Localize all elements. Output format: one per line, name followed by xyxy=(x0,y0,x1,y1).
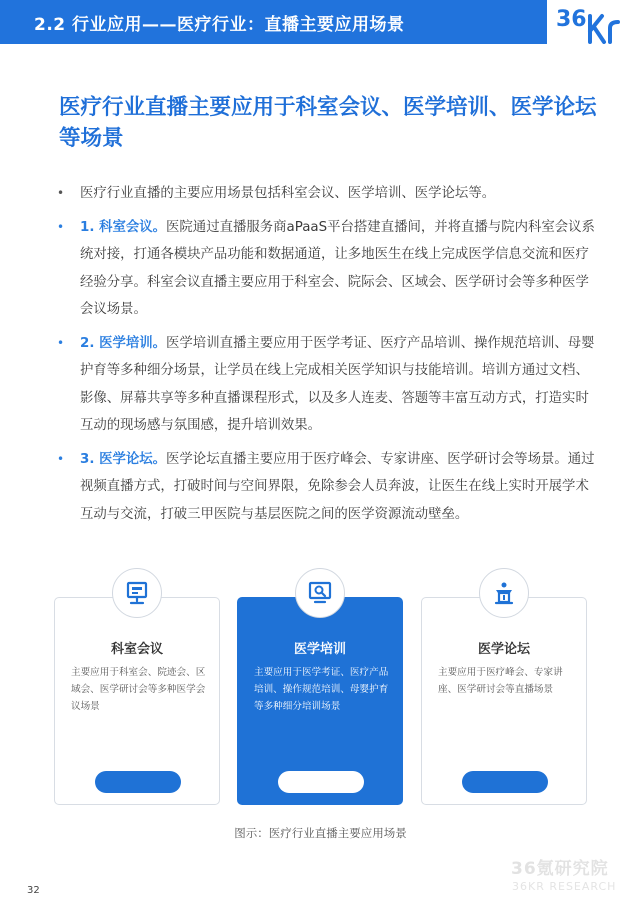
bullet-lead: 2. 医学培训。 xyxy=(80,335,167,351)
card-title: 科室会议 xyxy=(110,642,163,657)
card-title: 医学论坛 xyxy=(477,642,530,657)
card-button[interactable] xyxy=(278,771,364,793)
scenario-card-training xyxy=(237,597,403,805)
bullet-item xyxy=(58,214,598,324)
card-title: 医学培训 xyxy=(293,642,346,657)
watermark-subtitle: 36KR RESEARCH xyxy=(512,880,617,893)
bullet-item xyxy=(58,180,598,208)
section-title: 2.2 行业应用——医疗行业：直播主要应用场景 xyxy=(34,15,405,35)
bullet-dot: • xyxy=(57,219,65,234)
bullet-text: 医疗行业直播的主要应用场景包括科室会议、医学培训、医学论坛等。 xyxy=(80,186,496,201)
bullet-dot: • xyxy=(57,335,65,350)
bullet-lead: 1. 科室会议。 xyxy=(80,219,167,235)
card-description: 主要应用于医疗峰会、专家讲座、医学研讨会等直播场景 xyxy=(438,667,563,695)
screen-search-icon xyxy=(295,568,345,618)
card-button[interactable] xyxy=(462,771,548,793)
card-button[interactable] xyxy=(95,771,181,793)
card-description: 主要应用于医学考证、医疗产品培训、操作规范培训、母婴护育等多种细分培训场景 xyxy=(254,667,389,712)
card-description: 主要应用于科室会、院迹会、区域会、医学研讨会等多种医学会议场景 xyxy=(71,667,206,712)
bullet-text: 医学论坛直播主要应用于医疗峰会、专家讲座、医学研讨会等场景。通过视频直播方式，打破时间与空间界限，免除参会人员奔波，让医生在线上实时开展学术互动与交流，打破三甲医院与基层医院之间的医学资源流动壁垒。 xyxy=(80,451,595,522)
podium-icon xyxy=(479,568,529,618)
header-bar xyxy=(0,0,547,44)
bullet-lead: 3. 医学论坛。 xyxy=(80,451,167,467)
bullet-dot: • xyxy=(57,451,65,466)
scenario-card-forum xyxy=(421,597,587,805)
bullet-text: 医院通过直播服务商aPaaS平台搭建直播间，并将直播与院内科室会议系统对接，打通各模块产品功能和数据通道，让多地医生在线上完成医学信息交流和医疗经验分享。科室会议直播主要应用于科室会、院际会、区域会、医学研讨会等多种医学会议场景。 xyxy=(80,219,595,317)
bullet-item xyxy=(58,446,598,529)
bullet-text: 医学培训直播主要应用于医学考证、医疗产品培训、操作规范培训、母婴护育等多种细分场景，让学员在线上完成相关医学知识与技能培训。培训方通过文档、影像、屏幕共享等多种直播课程形式，以及多人连麦、答题等丰富互动方式，打造实时互动的现场感与氛围感，提升培训效果。 xyxy=(80,335,595,433)
presentation-board-icon xyxy=(112,568,162,618)
bullet-item xyxy=(58,330,598,440)
page-number: 32 xyxy=(27,885,40,896)
watermark-title: 36氪研究院 xyxy=(511,859,609,879)
bullet-list xyxy=(58,180,598,534)
figure-caption: 图示：医疗行业直播主要应用场景 xyxy=(234,826,407,840)
page-title: 医疗行业直播主要应用于科室会议、医学培训、医学论坛等场景 xyxy=(59,95,597,151)
svg-text:36: 36 xyxy=(556,7,587,32)
scenario-card-meeting xyxy=(54,597,220,805)
36kr-logo xyxy=(556,0,636,44)
bullet-dot: • xyxy=(57,186,65,200)
